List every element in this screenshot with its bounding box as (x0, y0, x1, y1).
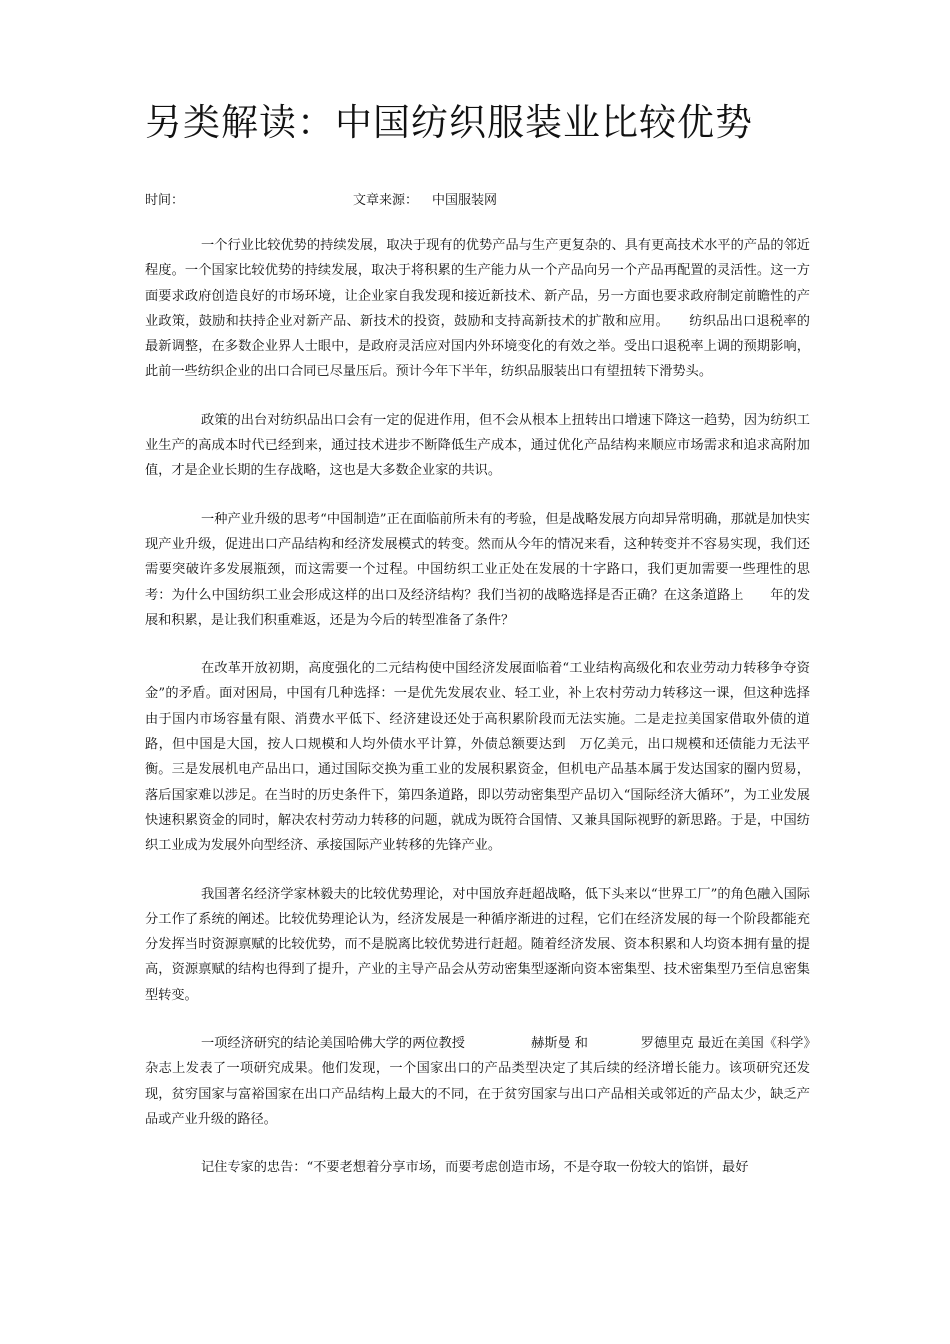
time-label: 时间： (145, 193, 185, 208)
paragraph: 我国著名经济学家林毅夫的比较优势理论，对中国放弃赶超战略，低下头来以“世界工厂”的角色融入国际分工作了系统的阐述。比较优势理论认为，经济发展是一种循序渐进的过程，它们在经济发展的每一个阶段都能充分发挥当时资源禀赋的比较优势，而不是脱离比较优势进行赶超。随着经济发展、资本积累和人均资本拥有量的提高，资源禀赋的结构也得到了提升，产业的主导产品会从劳动密集型逐渐向资本密集型、技术密集型乃至信息密集型转变。 (145, 886, 810, 1003)
paragraph: 记住专家的忠告：“不要老想着分享市场，而要考虑创造市场，不是夺取一份较大的馅饼，最好 (201, 1160, 749, 1176)
paragraph: 在改革开放初期，高度强化的二元结构使中国经济发展面临着“工业结构高级化和农业劳动力转移争夺资金”的矛盾。面对困局，中国有几种选择：一是优先发展农业、轻工业，补上农村劳动力转移这一课，但这种选择由于国内市场容量有限、消费水平低下、经济建设还处于高积累阶段而无法实施。二是走拉美国家借取外债的道路，但中国是大国，按人口规模和人均外债水平计算，外债总额要达到 万亿美元，出口规模和还债能力无法平衡。三是发展机电产品出口，通过国际交换为重工业的发展积累资金，但机电产品基本属于发达国家的圈内贸易，落后国家难以涉足。在当时的历史条件下，第四条道路，即以劳动密集型产品切入“国际经济大循环”，为工业发展快速积累资金的同时，解决农村劳动力转移的问题，就成为既符合国情、又兼具国际视野的新思路。于是，中国纺织工业成为发展外向型经济、承接国际产业转移的先锋产业。 (145, 661, 810, 854)
paragraph: 一个行业比较优势的持续发展，取决于现有的优势产品与生产更复杂的、具有更高技术水平的产品的邻近程度。一个国家比较优势的持续发展，取决于将积累的生产能力从一个产品向另一个产品再配置的灵活性。这一方面要求政府创造良好的市场环境，让企业家自我发现和接近新技术、新产品，另一方面也要求政府制定前瞻性的产业政策，鼓励和扶持企业对新产品、新技术的投资，鼓励和支持高新技术的扩散和应用。 纺织品出口退税率的最新调整，在多数企业界人士眼中，是政府灵活应对国内外环境变化的有效之举。受出口退税率上调的预期影响，此前一些纺织企业的出口合同已尽量压后。预计今年下半年，纺织品服装出口有望扭转下滑势头。 (145, 238, 810, 380)
paragraph: 一项经济研究的结论美国哈佛大学的两位教授 赫斯曼 和 罗德里克 最近在美国《科学》杂志上发表了一项研究成果。他们发现，一个国家出口的产品类型决定了其后续的经济增长能力。该项研究还发现，贫穷国家与富裕国家在出口产品结构上最大的不同，在于贫穷国家与出口产品相关或邻近的产品太少，缺乏产品或产业升级的路径。 (145, 1036, 810, 1127)
source-label: 文章来源： (353, 193, 419, 208)
paragraph: 一种产业升级的思考“中国制造”正在面临前所未有的考验，但是战略发展方向却异常明确，那就是加快实现产业升级，促进出口产品结构和经济发展模式的转变。然而从今年的情况来看，这种转变并不容易实现，我们还需要突破许多发展瓶颈，而这需要一个过程。中国纺织工业正处在发展的十字路口，我们更加需要一些理性的思考：为什么中国纺织工业会形成这样的出口及经济结构？我们当初的战略选择是否正确？在这条道路上 年的发展和积累，是让我们积重难返，还是为今后的转型准备了条件？ (145, 511, 810, 628)
article-title: 另类解读：中国纺织服装业比较优势 (145, 101, 753, 144)
article-body (145, 233, 810, 1181)
source-info (353, 191, 497, 211)
source-value: 中国服装网 (432, 193, 498, 208)
paragraph: 政策的出台对纺织品出口会有一定的促进作用，但不会从根本上扭转出口增速下降这一趋势，因为纺织工业生产的高成本时代已经到来，通过技术进步不断降低生产成本，通过优化产品结构来顺应市场需求和追求高附加值，才是企业长期的生存战略，这也是大多数企业家的共识。 (145, 412, 810, 479)
